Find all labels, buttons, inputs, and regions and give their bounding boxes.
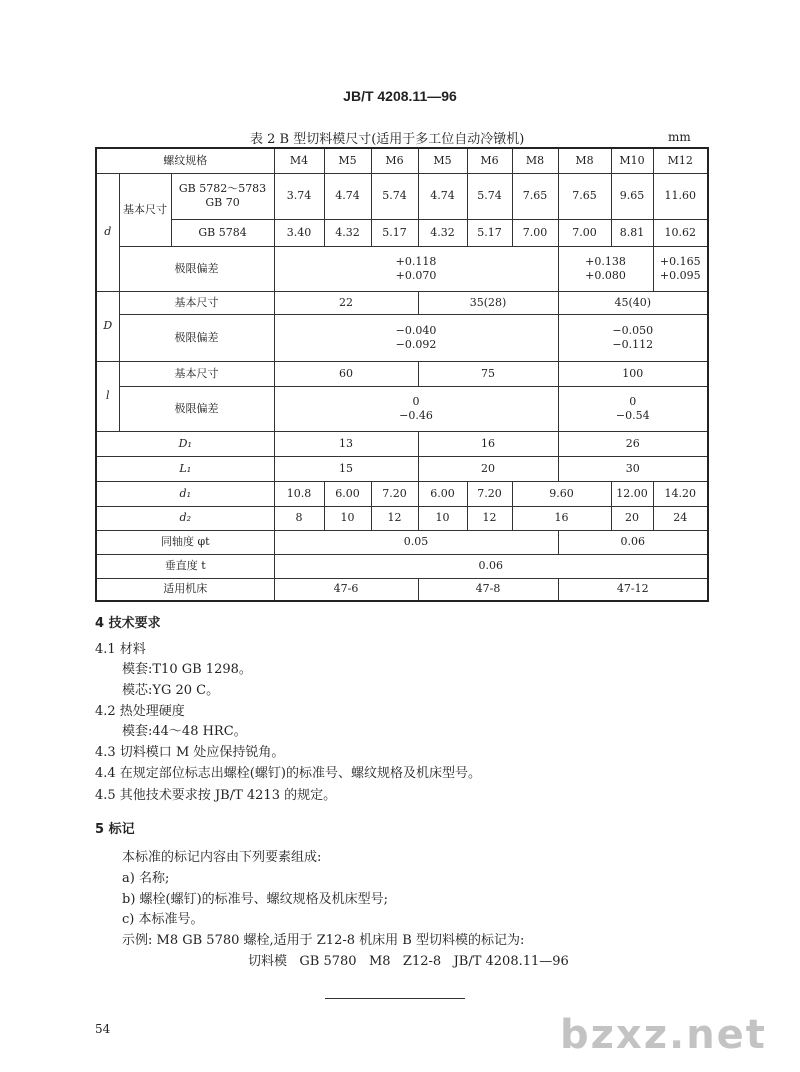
row-label: d₁ — [96, 481, 274, 506]
cell: 20 — [611, 506, 653, 530]
spec: M6 — [371, 148, 418, 173]
cell: 47-8 — [418, 578, 558, 601]
table-row — [96, 173, 708, 219]
clause: 4.4 在规定部位标志出螺栓(螺钉)的标准号、螺纹规格及机床型号。 — [95, 766, 481, 781]
section-4-title: 4 技术要求 — [95, 616, 161, 631]
clause: 4.1 材料 — [95, 642, 146, 657]
cell: 12 — [371, 506, 418, 530]
header-row — [96, 148, 708, 173]
cell: 10.62 — [653, 219, 708, 246]
std-label-line: GB 70 — [205, 196, 240, 209]
table-row — [96, 481, 708, 506]
tol-lower: −0.112 — [612, 337, 654, 351]
cell: 0.06 — [558, 530, 708, 554]
table-row — [96, 530, 708, 554]
cell: 47-12 — [558, 578, 708, 601]
spec: M12 — [653, 148, 708, 173]
cell: 7.20 — [467, 481, 512, 506]
tol-upper: +0.165 — [659, 254, 701, 268]
cell: 5.74 — [371, 173, 418, 219]
table-row — [96, 386, 708, 431]
std-label — [171, 173, 274, 219]
spec: M5 — [324, 148, 371, 173]
table-row — [96, 456, 708, 481]
list-item: c) 本标准号。 — [122, 912, 204, 927]
cell: 4.32 — [418, 219, 467, 246]
table-row — [96, 431, 708, 456]
cell: 7.65 — [512, 173, 558, 219]
D-symbol: D — [96, 291, 119, 361]
cell: 5.17 — [371, 219, 418, 246]
cell: 5.74 — [467, 173, 512, 219]
cell: 0.06 — [274, 554, 708, 578]
cell: 11.60 — [653, 173, 708, 219]
tol-lower: +0.080 — [585, 268, 626, 282]
cell — [558, 386, 708, 431]
tol-upper: 0 — [412, 394, 420, 408]
cell: 24 — [653, 506, 708, 530]
cell: 45(40) — [558, 291, 708, 314]
table-row — [96, 578, 708, 601]
spec: M8 — [558, 148, 611, 173]
tol-upper: −0.050 — [612, 323, 654, 337]
cell: 10 — [324, 506, 371, 530]
basic-label: 基本尺寸 — [119, 361, 274, 386]
cell — [558, 246, 653, 291]
cell: 0.05 — [274, 530, 558, 554]
tol-lower: −0.54 — [615, 408, 650, 422]
row-label: 同轴度 φt — [96, 530, 274, 554]
cell: 6.00 — [418, 481, 467, 506]
clause-text: 模芯:YG 20 C。 — [122, 683, 220, 698]
cell: 9.60 — [512, 481, 611, 506]
d-symbol: d — [96, 173, 119, 291]
spec: M4 — [274, 148, 324, 173]
list-item: a) 名称; — [122, 871, 170, 886]
cell — [653, 246, 708, 291]
cell: 9.65 — [611, 173, 653, 219]
list-item: b) 螺栓(螺钉)的标准号、螺纹规格及机床型号; — [122, 892, 389, 907]
table-unit: mm — [668, 130, 691, 144]
cell: 4.74 — [418, 173, 467, 219]
section-5-title: 5 标记 — [95, 822, 135, 837]
tol-lower: +0.070 — [395, 268, 437, 282]
row-label: D₁ — [96, 431, 274, 456]
table-row — [96, 291, 708, 314]
cell: 16 — [512, 506, 611, 530]
clause-text: 模套:44～48 HRC。 — [122, 724, 247, 739]
cell: 4.32 — [324, 219, 371, 246]
std-label-line: GB 5782～5783 — [178, 182, 267, 195]
cell: 10 — [418, 506, 467, 530]
clause: 4.5 其他技术要求按 JB/T 4213 的规定。 — [95, 788, 337, 803]
cell: 15 — [274, 456, 418, 481]
spec: M6 — [467, 148, 512, 173]
cell: 10.8 — [274, 481, 324, 506]
row-label: 适用机床 — [96, 578, 274, 601]
example: 示例: M8 GB 5780 螺栓,适用于 Z12-8 机床用 B 型切料模的标记为: — [122, 933, 525, 948]
tol-label: 极限偏差 — [119, 386, 274, 431]
table-row — [96, 554, 708, 578]
cell: 22 — [274, 291, 418, 314]
cell: 3.40 — [274, 219, 324, 246]
basic-label: 基本尺寸 — [119, 291, 274, 314]
cell: 7.20 — [371, 481, 418, 506]
cell: 35(28) — [418, 291, 558, 314]
table-row — [96, 361, 708, 386]
cell — [274, 386, 558, 431]
cell — [558, 314, 708, 361]
clause-text: 模套:T10 GB 1298。 — [122, 662, 252, 677]
spec: M10 — [611, 148, 653, 173]
cell: 7.00 — [512, 219, 558, 246]
row-label: 垂直度 t — [96, 554, 274, 578]
row-label: d₂ — [96, 506, 274, 530]
tol-upper: +0.118 — [395, 254, 437, 268]
std-label: GB 5784 — [171, 219, 274, 246]
l-symbol: l — [96, 361, 119, 431]
cell: 47-6 — [274, 578, 418, 601]
tol-upper: +0.138 — [585, 254, 626, 268]
row-label: L₁ — [96, 456, 274, 481]
cell: 3.74 — [274, 173, 324, 219]
standard-header: JB/T 4208.11—96 — [343, 88, 457, 104]
cell: 20 — [418, 456, 558, 481]
cell — [274, 246, 558, 291]
cell: 14.20 — [653, 481, 708, 506]
spec: M5 — [418, 148, 467, 173]
basic-label: 基本尺寸 — [119, 173, 171, 246]
footer-rule — [325, 998, 465, 999]
page-number: 54 — [95, 1022, 111, 1036]
cell — [274, 314, 558, 361]
table-row — [96, 506, 708, 530]
cell: 60 — [274, 361, 418, 386]
dimension-table — [95, 147, 709, 602]
table-caption: 表 2 B 型切料模尺寸(适用于多工位自动冷镦机) — [250, 132, 525, 147]
cell: 8 — [274, 506, 324, 530]
cell: 13 — [274, 431, 418, 456]
cell: 16 — [418, 431, 558, 456]
marking-example: 切料模 GB 5780 M8 Z12-8 JB/T 4208.11—96 — [248, 954, 569, 969]
clause: 4.3 切料模口 M 处应保持锐角。 — [95, 745, 285, 760]
tol-label: 极限偏差 — [119, 246, 274, 291]
spec-label: 螺纹规格 — [96, 148, 274, 173]
cell: 7.00 — [558, 219, 611, 246]
clause: 4.2 热处理硬度 — [95, 704, 185, 719]
table-row — [96, 314, 708, 361]
cell: 7.65 — [558, 173, 611, 219]
cell: 100 — [558, 361, 708, 386]
tol-upper: 0 — [629, 394, 637, 408]
para: 本标准的标记内容由下列要素组成: — [122, 850, 322, 865]
table-row — [96, 246, 708, 291]
cell: 12.00 — [611, 481, 653, 506]
tol-lower: −0.092 — [395, 337, 437, 351]
tol-lower: +0.095 — [659, 268, 701, 282]
cell: 30 — [558, 456, 708, 481]
spec: M8 — [512, 148, 558, 173]
cell: 26 — [558, 431, 708, 456]
cell: 6.00 — [324, 481, 371, 506]
watermark: bzxz.net — [560, 1012, 767, 1058]
table-row — [96, 219, 708, 246]
cell: 12 — [467, 506, 512, 530]
tol-label: 极限偏差 — [119, 314, 274, 361]
tol-upper: −0.040 — [395, 323, 437, 337]
cell: 4.74 — [324, 173, 371, 219]
tol-lower: −0.46 — [399, 408, 433, 422]
cell: 5.17 — [467, 219, 512, 246]
cell: 75 — [418, 361, 558, 386]
cell: 8.81 — [611, 219, 653, 246]
